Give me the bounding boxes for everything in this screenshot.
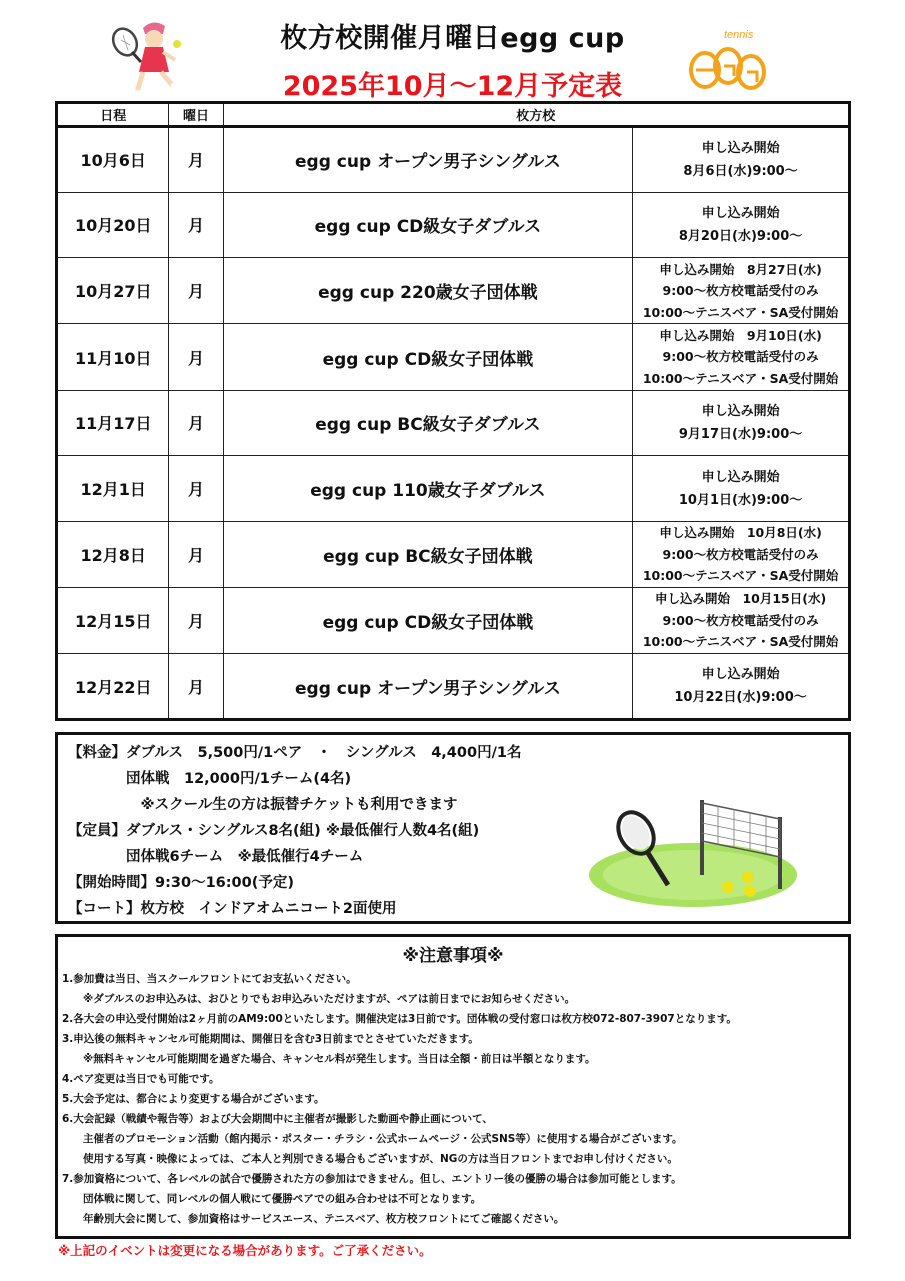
schedule-event-name: egg cup オープン男子シングルス xyxy=(223,654,633,720)
schedule-row xyxy=(57,258,850,324)
schedule-application-note: 申し込み開始 9月17日(水)9:00～ xyxy=(633,390,850,456)
capacity-line: 団体戦6チーム ※最低催行4チーム xyxy=(68,849,364,865)
schedule-date: 10月27日 xyxy=(57,258,169,324)
schedule-weekday: 月 xyxy=(169,654,223,720)
schedule-weekday: 月 xyxy=(169,521,223,587)
header-venue: 枚方校 xyxy=(223,103,849,127)
schedule-application-note: 申し込み開始 10月1日(水)9:00～ xyxy=(633,456,850,522)
schedule-date: 12月22日 xyxy=(57,654,169,720)
schedule-application-note: 申し込み開始 10月22日(水)9:00～ xyxy=(633,654,850,720)
schedule-date: 12月1日 xyxy=(57,456,169,522)
schedule-weekday: 月 xyxy=(169,588,223,654)
schedule-row xyxy=(57,324,850,390)
schedule-date: 10月6日 xyxy=(57,127,169,193)
schedule-date: 12月8日 xyxy=(57,521,169,587)
schedule-date: 10月20日 xyxy=(57,192,169,258)
header-day: 曜日 xyxy=(169,103,223,127)
schedule-weekday: 月 xyxy=(169,324,223,390)
fee-line: ※スクール生の方は振替チケットも利用できます xyxy=(68,797,458,813)
schedule-event-name: egg cup 220歳女子団体戦 xyxy=(223,258,633,324)
schedule-header-row xyxy=(57,103,850,127)
court-line: 【コート】枚方校 インドアオムニコート2面使用 xyxy=(68,901,397,917)
fee-line: 【料金】ダブルス 5,500円/1ペア ・ シングルス 4,400円/1名 xyxy=(68,745,522,761)
note-line: 年齢別大会に関して、参加資格はサービスエース、テニスベア、枚方校フロントにてご確認ください。 xyxy=(62,1213,565,1225)
capacity-line: 【定員】ダブルス・シングルス8名(組) ※最低催行人数4名(組) xyxy=(68,823,480,839)
schedule-row xyxy=(57,127,850,193)
notes-box xyxy=(55,934,851,1239)
schedule-event-name: egg cup オープン男子シングルス xyxy=(223,127,633,193)
note-line: 4.ペア変更は当日でも可能です。 xyxy=(62,1073,220,1085)
header-date: 日程 xyxy=(57,103,169,127)
schedule-event-name: egg cup CD級女子団体戦 xyxy=(223,588,633,654)
schedule-event-name: egg cup BC級女子ダブルス xyxy=(223,390,633,456)
logo-tennis-text: tennis xyxy=(724,29,754,41)
egg-tennis-logo xyxy=(688,26,770,96)
note-line: 主催者のプロモーション活動（館内掲示・ポスター・チラシ・公式ホームページ・公式SNS等）に使用する場合がございます。 xyxy=(62,1133,683,1145)
note-line: 7.参加資格について、各レベルの試合で優勝された方の参加はできません。但し、エントリー後の優勝の場合は参加可能とします。 xyxy=(62,1173,682,1185)
note-line: 1.参加費は当日、当スクールフロントにてお支払いください。 xyxy=(62,973,357,985)
schedule-weekday: 月 xyxy=(169,192,223,258)
schedule-application-note: 申し込み開始 10月15日(水) 9:00～枚方校電話受付のみ 10:00～テニスベア・SA受付開始 xyxy=(633,588,850,654)
notes-title: ※注意事項※ xyxy=(402,946,504,966)
note-line: ※無料キャンセル可能期間を過ぎた場合、キャンセル料が発生します。当日は全額・前日は半額となります。 xyxy=(62,1053,596,1065)
note-line: 5.大会予定は、都合により変更する場合がございます。 xyxy=(62,1093,325,1105)
note-line: 2.各大会の申込受付開始は2ヶ月前のAM9:00といたします。開催決定は3日前です。団体戦の受付窓口は枚方校072-807-3907となります。 xyxy=(62,1013,737,1025)
schedule-weekday: 月 xyxy=(169,127,223,193)
fee-line: 団体戦 12,000円/1チーム(4名) xyxy=(68,771,352,787)
schedule-date: 11月10日 xyxy=(57,324,169,390)
schedule-application-note: 申し込み開始 8月20日(水)9:00～ xyxy=(633,192,850,258)
schedule-application-note: 申し込み開始 10月8日(水) 9:00～枚方校電話受付のみ 10:00～テニスベア・SA受付開始 xyxy=(633,521,850,587)
schedule-application-note: 申し込み開始 8月6日(水)9:00～ xyxy=(633,127,850,193)
schedule-event-name: egg cup CD級女子ダブルス xyxy=(223,192,633,258)
schedule-row xyxy=(57,192,850,258)
schedule-event-name: egg cup CD級女子団体戦 xyxy=(223,324,633,390)
page-title: 枚方校開催月曜日egg cup xyxy=(280,23,625,54)
note-line: 団体戦に関して、同レベルの個人戦にて優勝ペアでの組み合わせは不可となります。 xyxy=(62,1193,482,1205)
fee-info-box xyxy=(55,732,851,924)
schedule-weekday: 月 xyxy=(169,456,223,522)
note-line: 6.大会記録（戦績や報告等）および大会期間中に主催者が撮影した動画や静止画について、 xyxy=(62,1113,493,1125)
tennis-court-illustration xyxy=(588,795,798,910)
schedule-weekday: 月 xyxy=(169,390,223,456)
schedule-row xyxy=(57,390,850,456)
schedule-event-name: egg cup BC級女子団体戦 xyxy=(223,521,633,587)
schedule-date: 11月17日 xyxy=(57,390,169,456)
schedule-row xyxy=(57,588,850,654)
schedule-weekday: 月 xyxy=(169,258,223,324)
note-line: 3.申込後の無料キャンセル可能期間は、開催日を含む3日前までとさせていただきます。 xyxy=(62,1033,479,1045)
schedule-date: 12月15日 xyxy=(57,588,169,654)
schedule-row xyxy=(57,654,850,720)
header xyxy=(0,0,905,102)
footer-disclaimer: ※上記のイベントは変更になる場合があります。ご了承ください。 xyxy=(58,1243,432,1258)
schedule-event-name: egg cup 110歳女子ダブルス xyxy=(223,456,633,522)
schedule-table xyxy=(55,101,851,721)
schedule-application-note: 申し込み開始 8月27日(水) 9:00～枚方校電話受付のみ 10:00～テニスベア・SA受付開始 xyxy=(633,258,850,324)
note-line: ※ダブルスのお申込みは、おひとりでもお申込みいただけますが、ペアは前日までにお知らせください。 xyxy=(62,993,576,1005)
schedule-row xyxy=(57,521,850,587)
schedule-application-note: 申し込み開始 9月10日(水) 9:00～枚方校電話受付のみ 10:00～テニスベア・SA受付開始 xyxy=(633,324,850,390)
schedule-row xyxy=(57,456,850,522)
start-time-line: 【開始時間】9:30～16:00(予定) xyxy=(68,875,294,891)
page-subtitle: 2025年10月～12月予定表 xyxy=(282,71,623,102)
note-line: 使用する写真・映像によっては、ご本人と判別できる場合もございますが、NGの方は当日フロントまでお申し付けください。 xyxy=(62,1153,678,1165)
